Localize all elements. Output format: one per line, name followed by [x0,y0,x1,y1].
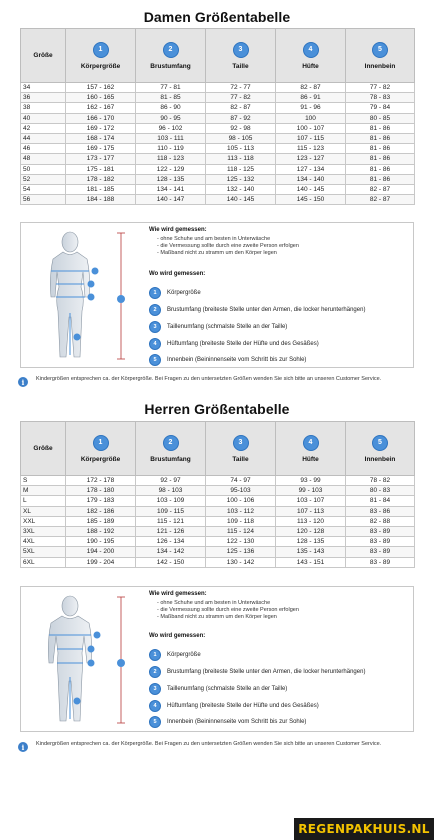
table-cell: 86 - 90 [136,103,206,113]
table-cell: 90 - 95 [136,113,206,123]
table-cell: 194 - 200 [66,547,136,557]
how-item: - ohne Schuhe und am besten in Unterwäsche [157,600,299,607]
table-row [21,516,415,526]
women-how-list [157,236,299,257]
column-label: Hüfte [302,455,319,463]
table-cell: 103 - 111 [136,133,206,143]
table-cell: 115 - 123 [276,144,346,154]
men-title: Herren Größentabelle [144,401,290,417]
table-cell: 95-103 [206,486,276,496]
women-measure-1 [149,287,201,299]
size-cell: 48 [21,154,66,164]
number-badge: 5 [149,354,161,366]
table-cell: 122 - 130 [206,537,276,547]
men-measure-2 [149,666,365,678]
table-cell: 81 - 86 [346,144,415,154]
women-where-title: Wo wird gemessen: [149,271,206,277]
table-cell: 100 - 106 [206,496,276,506]
table-cell: 83 - 89 [346,526,415,536]
men-measure-box [20,586,414,732]
column-label: Brustumfang [150,455,191,463]
table-cell: 128 - 135 [136,174,206,184]
table-cell: 81 - 84 [346,496,415,506]
table-cell: 172 - 178 [66,476,136,486]
table-cell: 103 - 109 [136,496,206,506]
table-cell: 122 - 129 [136,164,206,174]
table-cell: 82 - 87 [346,184,415,194]
number-badge: 2 [149,666,161,678]
number-badge: 5 [149,716,161,728]
table-cell: 92 - 97 [136,476,206,486]
men-body-figure-icon [25,591,141,727]
table-cell: 118 - 123 [136,154,206,164]
column-label: Größe [33,52,53,59]
number-badge: 2 [149,304,161,316]
size-cell: 3XL [21,526,66,536]
table-cell: 113 - 118 [206,154,276,164]
table-cell: 169 - 175 [66,144,136,154]
table-cell: 166 - 170 [66,113,136,123]
number-badge: 2 [163,435,179,451]
table-cell: 91 - 96 [276,103,346,113]
column-label: Brustumfang [150,62,191,70]
number-badge: 1 [93,435,109,451]
table-cell: 160 - 165 [66,93,136,103]
table-cell: 134 - 140 [276,174,346,184]
men-table-header [21,422,415,476]
size-cell: 42 [21,123,66,133]
column-label: Taille [232,455,249,463]
table-cell: 86 - 91 [276,93,346,103]
measure-text: Innenbein (Beininnenseite vom Schritt bis zur Sohle) [167,719,307,725]
table-cell: 113 - 120 [276,516,346,526]
table-cell: 121 - 126 [136,526,206,536]
table-cell: 81 - 86 [346,133,415,143]
men-column-header [21,422,66,476]
women-measure-box [20,222,414,368]
table-cell: 80 - 83 [346,486,415,496]
table-cell: 87 - 92 [206,113,276,123]
women-column-header [346,29,415,83]
table-cell: 98 - 103 [136,486,206,496]
table-cell: 107 - 113 [276,506,346,516]
table-row [21,133,415,143]
table-cell: 173 - 177 [66,154,136,164]
number-badge: 1 [149,649,161,661]
table-cell: 179 - 183 [66,496,136,506]
column-label: Körpergröße [80,62,121,70]
table-cell: 157 - 162 [66,83,136,93]
men-table-body [21,476,415,568]
column-label: Innenbein [364,455,396,463]
table-row [21,103,415,113]
women-column-header [21,29,66,83]
table-row [21,184,415,194]
info-icon: i [18,742,28,752]
table-cell: 103 - 112 [206,506,276,516]
size-cell: 5XL [21,547,66,557]
table-row [21,83,415,93]
table-row [21,144,415,154]
men-measure-1 [149,649,201,661]
table-cell: 79 - 84 [346,103,415,113]
table-row [21,476,415,486]
table-cell: 77 - 81 [136,83,206,93]
table-cell: 115 - 124 [206,526,276,536]
table-row [21,93,415,103]
size-cell: XL [21,506,66,516]
table-cell: 140 - 145 [276,184,346,194]
measure-text: Körpergröße [167,652,201,658]
women-table-body [21,83,415,205]
table-cell: 130 - 142 [206,557,276,567]
women-table-header [21,29,415,83]
women-measure-5 [149,354,306,366]
table-cell: 134 - 142 [136,547,206,557]
women-column-header [66,29,136,83]
table-cell: 103 - 107 [276,496,346,506]
men-measure-3 [149,683,287,695]
table-cell: 109 - 115 [136,506,206,516]
column-label: Hüfte [302,62,319,70]
men-how-list [157,600,299,621]
column-label: Größe [33,445,53,452]
table-row [21,195,415,205]
table-cell: 134 - 141 [136,184,206,194]
table-row [21,547,415,557]
table-cell: 93 - 99 [276,476,346,486]
women-measure-2 [149,304,365,316]
number-badge: 3 [233,42,249,58]
brand-logo[interactable]: REGENPAKHUIS.NL [294,818,434,840]
women-measure-4 [149,338,319,350]
table-cell: 78 - 82 [346,476,415,486]
table-cell: 120 - 128 [276,526,346,536]
size-cell: M [21,486,66,496]
table-cell: 99 - 103 [276,486,346,496]
men-column-header [276,422,346,476]
number-badge: 3 [149,683,161,695]
women-title: Damen Größentabelle [143,9,291,25]
number-badge: 1 [149,287,161,299]
number-badge: 4 [149,700,161,712]
table-cell: 199 - 204 [66,557,136,567]
number-badge: 1 [93,42,109,58]
women-how-title: Wie wird gemessen: [149,227,207,233]
women-column-header [276,29,346,83]
number-badge: 4 [303,435,319,451]
size-cell: 52 [21,174,66,184]
table-cell: 162 - 167 [66,103,136,113]
table-row [21,526,415,536]
table-row [21,537,415,547]
table-cell: 182 - 186 [66,506,136,516]
table-cell: 92 - 98 [206,123,276,133]
men-column-header [136,422,206,476]
measure-text: Taillenumfang (schmalste Stelle an der Taille) [167,324,288,330]
column-label: Innenbein [364,62,396,70]
table-cell: 74 - 97 [206,476,276,486]
table-row [21,557,415,567]
table-cell: 82 - 87 [206,103,276,113]
size-cell: 4XL [21,537,66,547]
table-cell: 82 - 87 [346,195,415,205]
table-cell: 83 - 89 [346,557,415,567]
table-row [21,113,415,123]
table-row [21,123,415,133]
number-badge: 4 [149,338,161,350]
women-size-table [20,28,415,205]
women-column-header [136,29,206,83]
table-cell: 107 - 115 [276,133,346,143]
how-item: - die Vermessung sollte durch eine zweite Person erfolgen [157,607,299,614]
table-cell: 185 - 189 [66,516,136,526]
measure-text: Hüftumfang (breiteste Stelle der Hüfte und des Gesäßes) [167,341,319,347]
men-column-header [206,422,276,476]
table-cell: 98 - 105 [206,133,276,143]
women-measure-3 [149,321,287,333]
table-cell: 140 - 147 [136,195,206,205]
men-info-row [18,741,418,752]
number-badge: 5 [372,42,388,58]
column-label: Körpergröße [80,455,121,463]
men-column-header [346,422,415,476]
table-cell: 82 - 87 [276,83,346,93]
size-cell: L [21,496,66,506]
women-info-row [18,376,418,387]
table-cell: 125 - 132 [206,174,276,184]
measure-text: Taillenumfang (schmalste Stelle an der Taille) [167,686,288,692]
size-cell: 36 [21,93,66,103]
table-cell: 178 - 180 [66,486,136,496]
number-badge: 4 [303,42,319,58]
how-item: - Maßband nicht zu stramm um den Körper legen [157,614,299,621]
table-cell: 109 - 118 [206,516,276,526]
table-cell: 110 - 119 [136,144,206,154]
table-cell: 142 - 150 [136,557,206,567]
size-cell: 44 [21,133,66,143]
men-size-table [20,421,415,568]
table-cell: 81 - 86 [346,123,415,133]
table-cell: 72 - 77 [206,83,276,93]
number-badge: 3 [149,321,161,333]
how-item: - die Vermessung sollte durch eine zweite Person erfolgen [157,243,299,250]
table-cell: 81 - 86 [346,154,415,164]
table-cell: 190 - 195 [66,537,136,547]
table-row [21,154,415,164]
table-cell: 77 - 82 [206,93,276,103]
men-info-text: Kindergrößen entsprechen ca. der Körpergröße. Bei Fragen zu den untersetzten Größen wenden Sie sich bitte an unseren Customer Service. [36,741,382,747]
table-row [21,164,415,174]
table-cell: 105 - 113 [206,144,276,154]
table-cell: 178 - 182 [66,174,136,184]
number-badge: 3 [233,435,249,451]
table-cell: 100 [276,113,346,123]
table-cell: 188 - 192 [66,526,136,536]
table-cell: 83 - 86 [346,506,415,516]
measure-text: Hüftumfang (breiteste Stelle der Hüfte und des Gesäßes) [167,703,319,709]
table-cell: 78 - 83 [346,93,415,103]
table-cell: 169 - 172 [66,123,136,133]
table-cell: 128 - 135 [276,537,346,547]
how-item: - Maßband nicht zu stramm um den Körper legen [157,250,299,257]
table-cell: 127 - 134 [276,164,346,174]
table-cell: 81 - 85 [136,93,206,103]
table-cell: 81 - 86 [346,174,415,184]
table-cell: 135 - 143 [276,547,346,557]
measure-text: Innenbein (Beininnenseite vom Schritt bis zur Sohle) [167,357,307,363]
number-badge: 5 [372,435,388,451]
table-cell: 126 - 134 [136,537,206,547]
table-cell: 82 - 88 [346,516,415,526]
size-cell: 50 [21,164,66,174]
women-info-text: Kindergrößen entsprechen ca. der Körpergröße. Bei Fragen zu den untersetzten Größen wenden Sie sich bitte an unseren Customer Service. [36,376,382,382]
table-cell: 100 - 107 [276,123,346,133]
table-row [21,496,415,506]
women-body-figure-icon [25,227,141,363]
size-cell: 40 [21,113,66,123]
size-cell: 54 [21,184,66,194]
table-cell: 96 - 102 [136,123,206,133]
table-cell: 80 - 85 [346,113,415,123]
men-how-title: Wie wird gemessen: [149,591,207,597]
size-cell: 6XL [21,557,66,567]
table-cell: 175 - 181 [66,164,136,174]
table-cell: 118 - 125 [206,164,276,174]
table-cell: 115 - 121 [136,516,206,526]
size-cell: S [21,476,66,486]
men-measure-5 [149,716,306,728]
men-column-header [66,422,136,476]
size-cell: 46 [21,144,66,154]
table-row [21,506,415,516]
men-measure-4 [149,700,319,712]
women-column-header [206,29,276,83]
table-row [21,486,415,496]
table-cell: 168 - 174 [66,133,136,143]
table-cell: 181 - 185 [66,184,136,194]
size-cell: 34 [21,83,66,93]
table-cell: 83 - 89 [346,547,415,557]
measure-text: Brustumfang (breiteste Stelle unter den Armen, die locker herunterhängen) [167,669,366,675]
table-cell: 83 - 89 [346,537,415,547]
table-cell: 81 - 86 [346,164,415,174]
how-item: - ohne Schuhe und am besten in Unterwäsche [157,236,299,243]
table-cell: 132 - 140 [206,184,276,194]
table-cell: 125 - 136 [206,547,276,557]
table-cell: 77 - 82 [346,83,415,93]
size-cell: 38 [21,103,66,113]
men-where-title: Wo wird gemessen: [149,633,206,639]
size-cell: XXL [21,516,66,526]
size-cell: 56 [21,195,66,205]
table-cell: 123 - 127 [276,154,346,164]
table-cell: 145 - 150 [276,195,346,205]
table-row [21,174,415,184]
column-label: Taille [232,62,249,70]
table-cell: 184 - 188 [66,195,136,205]
measure-text: Brustumfang (breiteste Stelle unter den Armen, die locker herunterhängen) [167,307,366,313]
number-badge: 2 [163,42,179,58]
info-icon: i [18,377,28,387]
table-cell: 143 - 151 [276,557,346,567]
measure-text: Körpergröße [167,290,201,296]
table-cell: 140 - 145 [206,195,276,205]
